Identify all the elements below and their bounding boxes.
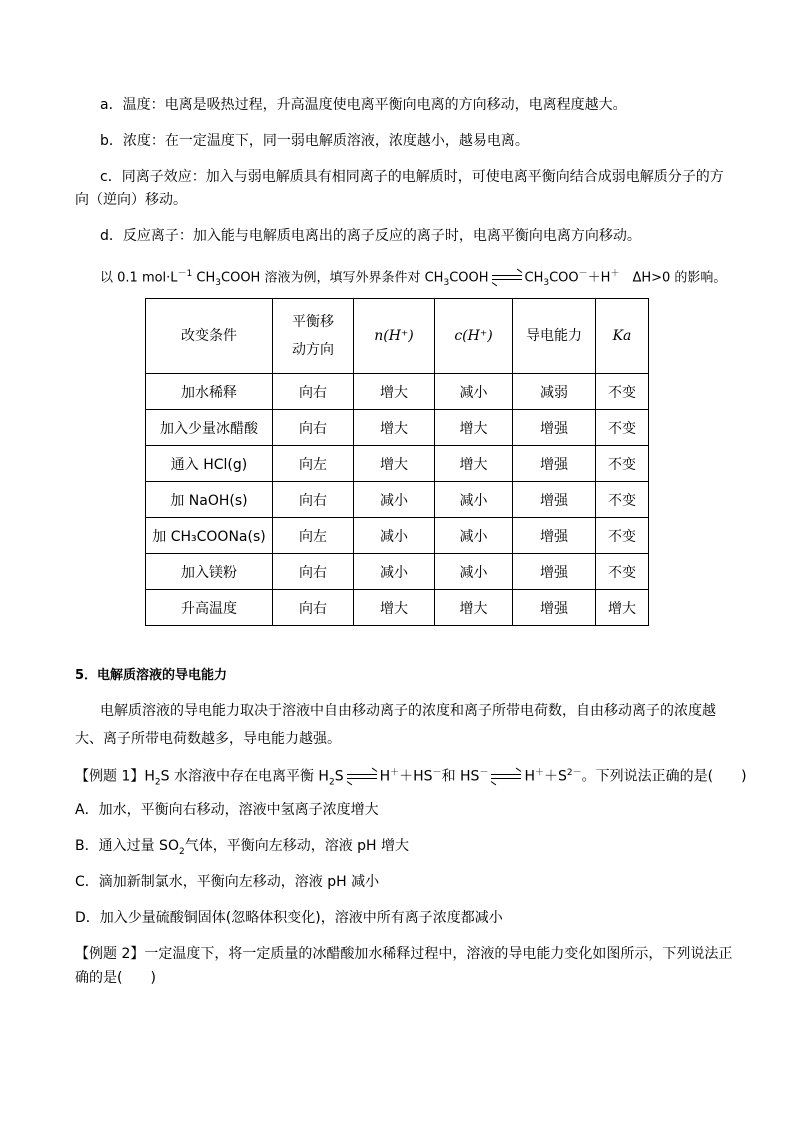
option-c: C．滴加新制氯水，平衡向左移动，溶液 pH 减小 [75, 874, 380, 890]
header-condition: 改变条件 [146, 299, 273, 374]
table-row [146, 374, 649, 410]
table-cell: 增大 [596, 590, 649, 626]
equilibrium-arrow-icon [347, 772, 377, 782]
table-cell: 增强 [513, 518, 596, 554]
table-row [146, 446, 649, 482]
header-c-h: c(H⁺) [435, 299, 513, 374]
table-cell: 向左 [273, 518, 354, 554]
factor-c-line2: 向（逆向）移动。 [75, 192, 187, 208]
factor-a: a．温度：电离是吸热过程，升高温度使电离平衡向电离的方向移动，电离程度越大。 [100, 97, 627, 113]
table-cell: 减小 [435, 554, 513, 590]
table-cell: 加水稀释 [146, 374, 273, 410]
table-row [146, 554, 649, 590]
option-a: A．加水，平衡向右移动，溶液中氢离子浓度增大 [75, 802, 379, 818]
example-intro: 以 0.1 $mol\cdot L^{-1}$ $CH_3COOH$ 溶液为例，填写外界条件对 $CH_3COOH$ $CH_3COO^-+H^+$ ΔH>0 的影响。 [100, 269, 727, 288]
section5-title: 5．电解质溶液的导电能力 [75, 668, 228, 683]
table-cell: 增强 [513, 590, 596, 626]
table-header-row [146, 299, 649, 374]
equilibrium-arrow-icon [491, 772, 521, 782]
example2-line2: 确的是( ) [75, 970, 156, 986]
table-cell: 增大 [354, 590, 435, 626]
table-cell: 不变 [596, 518, 649, 554]
header-direction: 平衡移 动方向 [273, 299, 354, 374]
table-cell: 不变 [596, 482, 649, 518]
factor-c-line1: c．同离子效应：加入与弱电解质具有相同离子的电解质时，可使电离平衡向结合成弱电解质分子的方 [100, 169, 724, 185]
table-cell: 增大 [435, 446, 513, 482]
equilibrium-arrow-icon [492, 273, 522, 283]
table-cell: 减弱 [513, 374, 596, 410]
table-row [146, 518, 649, 554]
table-cell: 增强 [513, 482, 596, 518]
table-cell: 增大 [435, 590, 513, 626]
table-body [146, 374, 649, 626]
condition-effects-table [145, 298, 649, 626]
section5-body: 电解质溶液的导电能力取决于溶液中自由移动离子的浓度和离子所带电荷数，自由移动离子的浓度越大、离子所带电荷数越多，导电能力越强。 [75, 703, 716, 747]
table-cell: 减小 [435, 374, 513, 410]
table-cell: 增大 [354, 410, 435, 446]
table-cell: 加入镁粉 [146, 554, 273, 590]
option-b: B．通入过量 $SO_2$气体，平衡向左移动，溶液 pH 增大 [75, 838, 410, 857]
table-cell: 增大 [354, 446, 435, 482]
table-cell: 减小 [354, 518, 435, 554]
table-cell: 减小 [435, 482, 513, 518]
table-cell: 向左 [273, 446, 354, 482]
table-cell: 加入少量冰醋酸 [146, 410, 273, 446]
table-cell: 通入 HCl(g) [146, 446, 273, 482]
table-cell: 增大 [354, 374, 435, 410]
header-n-h: n(H⁺) [354, 299, 435, 374]
table-cell: 增大 [435, 410, 513, 446]
table-cell: 向右 [273, 554, 354, 590]
factor-b: b．浓度：在一定温度下，同一弱电解质溶液，浓度越小，越易电离。 [100, 133, 529, 149]
table-cell: 减小 [354, 554, 435, 590]
table-cell: 向右 [273, 374, 354, 410]
table-row [146, 410, 649, 446]
example2-line1: 【例题 2】一定温度下，将一定质量的冰醋酸加水稀释过程中，溶液的导电能力变化如图所示，下列说法正 [75, 946, 733, 962]
option-d: D．加入少量硫酸铜固体(忽略体积变化)，溶液中所有离子浓度都减小 [75, 910, 503, 926]
table-cell: 增强 [513, 554, 596, 590]
example1-stem: 【例题 1】$H_2S$ 水溶液中存在电离平衡 $H_2S$ H＋＋HS－和 HS－ $H^++S^{2-}$。下列说法正确的是( ) [75, 768, 747, 788]
table-cell: 向右 [273, 590, 354, 626]
table-cell: 不变 [596, 410, 649, 446]
table-cell: 不变 [596, 446, 649, 482]
table-cell: 升高温度 [146, 590, 273, 626]
table-cell: 加 CH₃COONa(s) [146, 518, 273, 554]
table-cell: 向右 [273, 410, 354, 446]
header-ka: Ka [596, 299, 649, 374]
header-conductivity: 导电能力 [513, 299, 596, 374]
table-cell: 向右 [273, 482, 354, 518]
table-cell: 减小 [354, 482, 435, 518]
table-cell: 增强 [513, 410, 596, 446]
factor-d: d．反应离子：加入能与电解质电离出的离子反应的离子时，电离平衡向电离方向移动。 [100, 228, 641, 244]
table-cell: 减小 [435, 518, 513, 554]
table-row [146, 482, 649, 518]
table-row [146, 590, 649, 626]
table-cell: 不变 [596, 554, 649, 590]
table-cell: 增强 [513, 446, 596, 482]
table-cell: 不变 [596, 374, 649, 410]
table-cell: 加 NaOH(s) [146, 482, 273, 518]
